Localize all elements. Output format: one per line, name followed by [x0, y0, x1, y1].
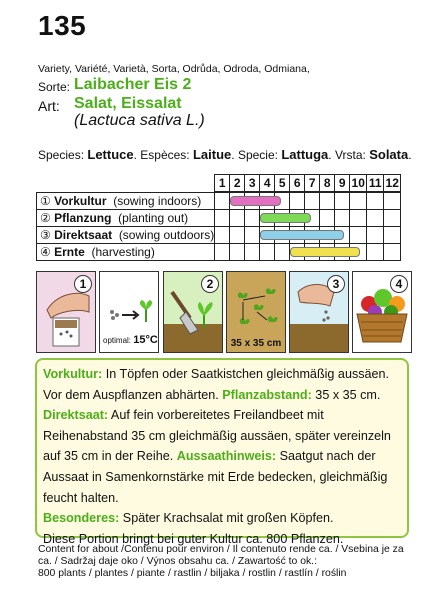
calendar-row-direktsaat [37, 227, 401, 244]
latin-name: (Lactuca sativa L.) [74, 112, 205, 129]
pictogram-strip [36, 271, 408, 353]
sorte-value: Laibacher Eis 2 [74, 76, 192, 93]
month-8: 8 [320, 175, 335, 193]
vorkultur-label: Vorkultur: [43, 367, 103, 381]
species-value-sl: Solata [369, 147, 409, 162]
aussaathinweis-text: Saatgut nach der Aussaat in Samenkornstärke mit Erde bedecken, gleichmäßig feucht halten. [43, 449, 388, 505]
species-label-it: . Specie: [231, 148, 278, 162]
month-12: 12 [385, 176, 399, 190]
art-label: Art: [38, 98, 60, 114]
species-value-fr: Laitue [192, 147, 232, 162]
species-end: . [408, 148, 412, 162]
variety-label: Variety, Variété, Varietà, Sorta, Odrůda, Odroda, Odmiana, [38, 63, 310, 75]
art-value: Salat, Eissalat [74, 95, 182, 112]
activity-label: ③ Direktsaat (sowing outdoors) [37, 227, 215, 244]
direktsaat-label: Direktsaat: [43, 408, 109, 423]
species-label-fr: . Espèces: [133, 148, 190, 162]
month-2: 2 [230, 175, 245, 193]
species-label-en: Species: [38, 148, 85, 162]
aussaathinweis-label: Aussaathinweis: [176, 449, 277, 464]
pictogram-direct-sowing [289, 271, 349, 353]
calendar-row-pflanzung [37, 210, 401, 227]
species-value-en: Lettuce [87, 147, 134, 162]
instructions-box [35, 358, 409, 546]
portion-text: Diese Portion bringt bei guter Kultur ca. 800 Pflanzen. [43, 531, 344, 546]
calendar-bar [290, 247, 361, 257]
species-value-it: Lattuga [281, 147, 329, 162]
activity-label: ① Vorkultur (sowing indoors) [37, 192, 215, 210]
footer-content [38, 544, 410, 581]
pictogram-sowing-pot [36, 271, 96, 353]
month-9: 9 [335, 175, 350, 193]
month-3: 3 [245, 175, 260, 193]
pflanzabstand-label: Pflanzabstand: [222, 387, 312, 402]
sorte-label: Sorte: [38, 80, 71, 94]
optimal-temperature: optimal: 15°C [103, 334, 158, 346]
pictogram-number: 4 [390, 275, 408, 293]
activity-label: ④ Ernte (harvesting) [37, 244, 215, 261]
pictogram-germination [99, 271, 159, 353]
pictogram-spacing [226, 271, 286, 353]
month-10: 10 [351, 176, 365, 190]
month-11: 11 [367, 175, 384, 193]
direktsaat-text: Auf fein vorbereitetes Freilandbeet mit Reihenabstand 35 cm gleichmäßig aussäen, später vereinzeln auf 35 cm in der Reihe. [43, 408, 391, 464]
besonderes-label: Besonderes: [43, 511, 120, 526]
calendar-bar [260, 230, 345, 240]
calendar-corner [37, 175, 215, 193]
footer-line-1: Content for about /Contenu pour environ / Il contenuto rende ca. / Vsebina je za ca. / Sadržaj daje oko / Výnos obsahu ca. / Zawartość to ok.: [38, 544, 404, 568]
activity-label: ② Pflanzung (planting out) [37, 210, 215, 227]
calendar-bar [230, 196, 282, 206]
pictogram-number: 2 [201, 275, 219, 293]
footer-line-2: 800 plants / plantes / piante / rastlin / biljaka / rostlin / rastlín / roślin [38, 568, 347, 580]
month-6: 6 [290, 175, 305, 193]
pictogram-number: 3 [327, 275, 345, 293]
calendar-row-vorkultur [37, 192, 401, 210]
pictogram-planting [163, 271, 223, 353]
pictogram-number: 1 [74, 275, 92, 293]
vorkultur-text: In Töpfen oder Saatkistchen gleichmäßig aussäen. Vor dem Auspflanzen abhärten. [43, 367, 390, 402]
besonderes-text: Später Krachsalat mit großen Köpfen. [119, 511, 334, 526]
calendar-bar [260, 213, 312, 223]
month-1: 1 [215, 175, 230, 193]
pflanzabstand-text: 35 x 35 cm. [311, 387, 381, 402]
month-7: 7 [305, 175, 320, 193]
month-5: 5 [275, 175, 290, 193]
product-number: 135 [38, 10, 87, 41]
month-4: 4 [260, 175, 275, 193]
pictogram-harvest [352, 271, 412, 353]
spacing-label: 35 x 35 cm [230, 338, 282, 349]
species-label-sl: . Vrsta: [328, 148, 366, 162]
species-line [38, 147, 412, 162]
